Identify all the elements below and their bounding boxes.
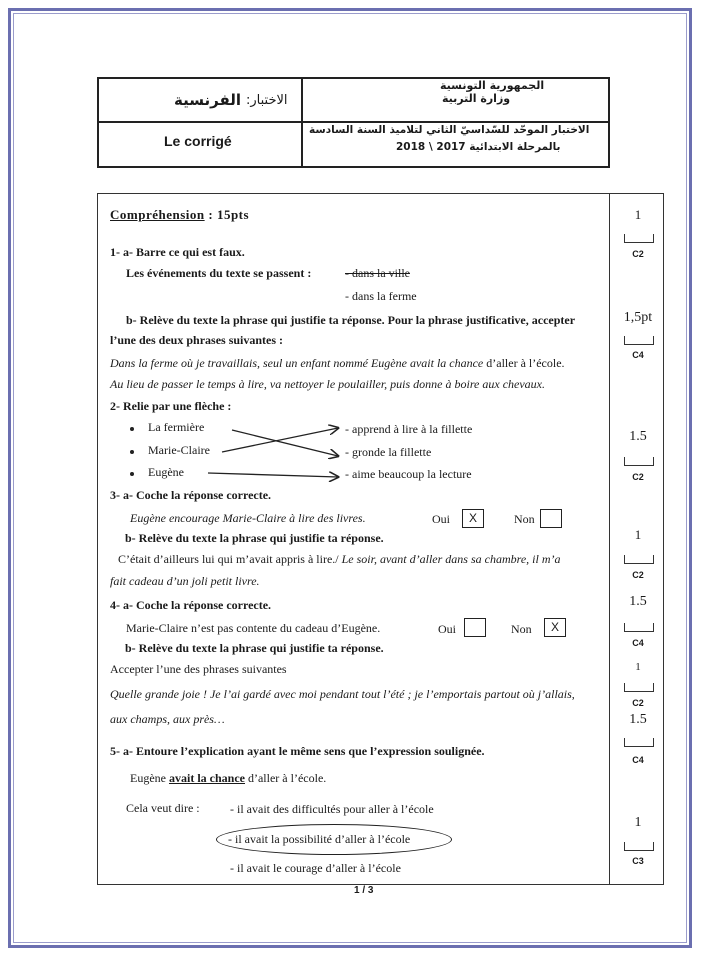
q4b-answer-2: aux champs, aux près…	[110, 712, 225, 726]
score-value: 1.5	[629, 429, 647, 444]
q3a-oui-checkbox[interactable]: X	[462, 509, 484, 528]
q5-option-2[interactable]: - il avait la possibilité d’aller à l’école	[228, 832, 411, 846]
q1b-title-2: l’une des deux phrases suivantes :	[110, 333, 284, 347]
q3a-oui-label: Oui	[432, 512, 450, 526]
score-value: 1,5pt	[623, 310, 653, 325]
header-subject: الفرنسية	[174, 91, 242, 109]
section-title: Compréhension : 15pts	[110, 207, 250, 222]
score-competence: C3	[632, 856, 644, 866]
q4a-oui-label: Oui	[438, 622, 456, 636]
score-bracket	[624, 555, 654, 564]
score-competence: C2	[632, 472, 644, 482]
score-value: 1	[634, 815, 642, 830]
score-bracket	[624, 683, 654, 692]
q3a-text: Eugène encourage Marie-Claire à lire des livres.	[130, 511, 366, 525]
q1b-answer-2: Au lieu de passer le temps à lire, va nettoyer le poulailler, puis donne à boire aux chevaux.	[110, 377, 546, 391]
q1a-title: 1- a- Barre ce qui est faux.	[110, 245, 245, 259]
q3b-answer-2: fait cadeau d’un joli petit livre.	[110, 574, 260, 588]
q3a-non-label: Non	[514, 512, 535, 526]
q2-right-3: - aime beaucoup la lecture	[345, 467, 472, 481]
header-exam-line1: الاختبار الموحّد للسّداسيّ الثاني لتلاميذ السنة السادسة	[309, 124, 590, 136]
score-value: 1.5	[629, 712, 647, 727]
q4b-title: b- Relève du texte la phrase qui justifie ta réponse.	[125, 641, 384, 655]
q1b-title-1: b- Relève du texte la phrase qui justifie ta réponse. Pour la phrase justificative, accepter	[126, 313, 576, 327]
score-bracket	[624, 336, 654, 345]
score-competence: C2	[632, 698, 644, 708]
q4b-answer-1: Quelle grande joie ! Je l’ai gardé avec moi pendant tout l’été ; je l’emportais partout où j’allais,	[110, 687, 575, 701]
score-bracket	[624, 738, 654, 747]
q4a-text: Marie-Claire n’est pas contente du cadeau d’Eugène.	[126, 621, 381, 635]
q4a-title: 4- a- Coche la réponse correcte.	[110, 598, 272, 612]
score-value: 1	[634, 207, 642, 222]
score-bracket	[624, 234, 654, 243]
q2-left-2: Marie-Claire	[148, 443, 210, 457]
score-value: 1	[635, 661, 641, 673]
q5-option-1[interactable]: - il avait des difficultés pour aller à l’école	[230, 802, 434, 816]
score-value: 1.5	[629, 594, 647, 609]
q2-title: 2- Relie par une flèche :	[110, 399, 232, 413]
q1a-option-ferme: - dans la ferme	[345, 289, 417, 303]
score-competence: C4	[632, 755, 644, 765]
q1b-answer-1: Dans la ferme où je travaillais, seul un enfant nommé Eugène avait la chance d’aller à l’école.	[110, 356, 565, 370]
q4a-oui-checkbox[interactable]	[464, 618, 486, 637]
q4b-answer-intro: Accepter l’une des phrases suivantes	[110, 662, 287, 676]
q5-sentence: Eugène avait la chance d’aller à l’école.	[130, 771, 327, 785]
header-country: الجمهورية التونسية	[440, 79, 545, 92]
arrow-fermiere-gronde	[232, 430, 338, 456]
arrow-eugene-lecture	[208, 473, 338, 477]
q1a-text: Les événements du texte se passent :	[126, 266, 312, 280]
score-competence: C4	[632, 638, 644, 648]
q5-option-3: - il avait le courage d’aller à l’école	[230, 861, 401, 875]
q1a-option-ville: - dans la ville	[345, 266, 410, 280]
header-ministry: وزارة التربية	[442, 92, 511, 105]
q3a-non-checkbox[interactable]	[540, 509, 562, 528]
q5-title: 5- a- Entoure l’explication ayant le même sens que l’expression soulignée.	[110, 744, 485, 758]
header-subject-label: الاختبار:	[246, 93, 288, 108]
q3b-title: b- Relève du texte la phrase qui justifie ta réponse.	[125, 531, 384, 545]
q4a-non-label: Non	[511, 622, 532, 636]
q2-right-2: - gronde la fillette	[345, 445, 432, 459]
score-competence: C2	[632, 570, 644, 580]
q4a-non-checkbox[interactable]: X	[544, 618, 566, 637]
score-competence: C4	[632, 350, 644, 360]
score-value: 1	[634, 527, 642, 542]
q5-cela: Cela veut dire :	[126, 801, 200, 815]
score-competence: C2	[632, 249, 644, 259]
q2-right-1: - apprend à lire à la fillette	[345, 422, 473, 436]
score-bracket	[624, 623, 654, 632]
q3a-title: 3- a- Coche la réponse correcte.	[110, 488, 272, 502]
header-exam-line2: بالمرحلة الابتدائية 2017 \ 2018	[396, 141, 561, 153]
score-bracket	[624, 842, 654, 851]
header-corrige: Le corrigé	[164, 133, 232, 149]
q2-left-3: Eugène	[148, 465, 184, 479]
q2-left-1: La fermière	[148, 420, 205, 434]
score-bracket	[624, 457, 654, 466]
page-number: 1 / 3	[354, 885, 374, 896]
q3b-answer-1: C’était d’ailleurs lui qui m’avait appris à lire./ Le soir, avant d’aller dans sa chambre, il m’a	[118, 552, 561, 566]
